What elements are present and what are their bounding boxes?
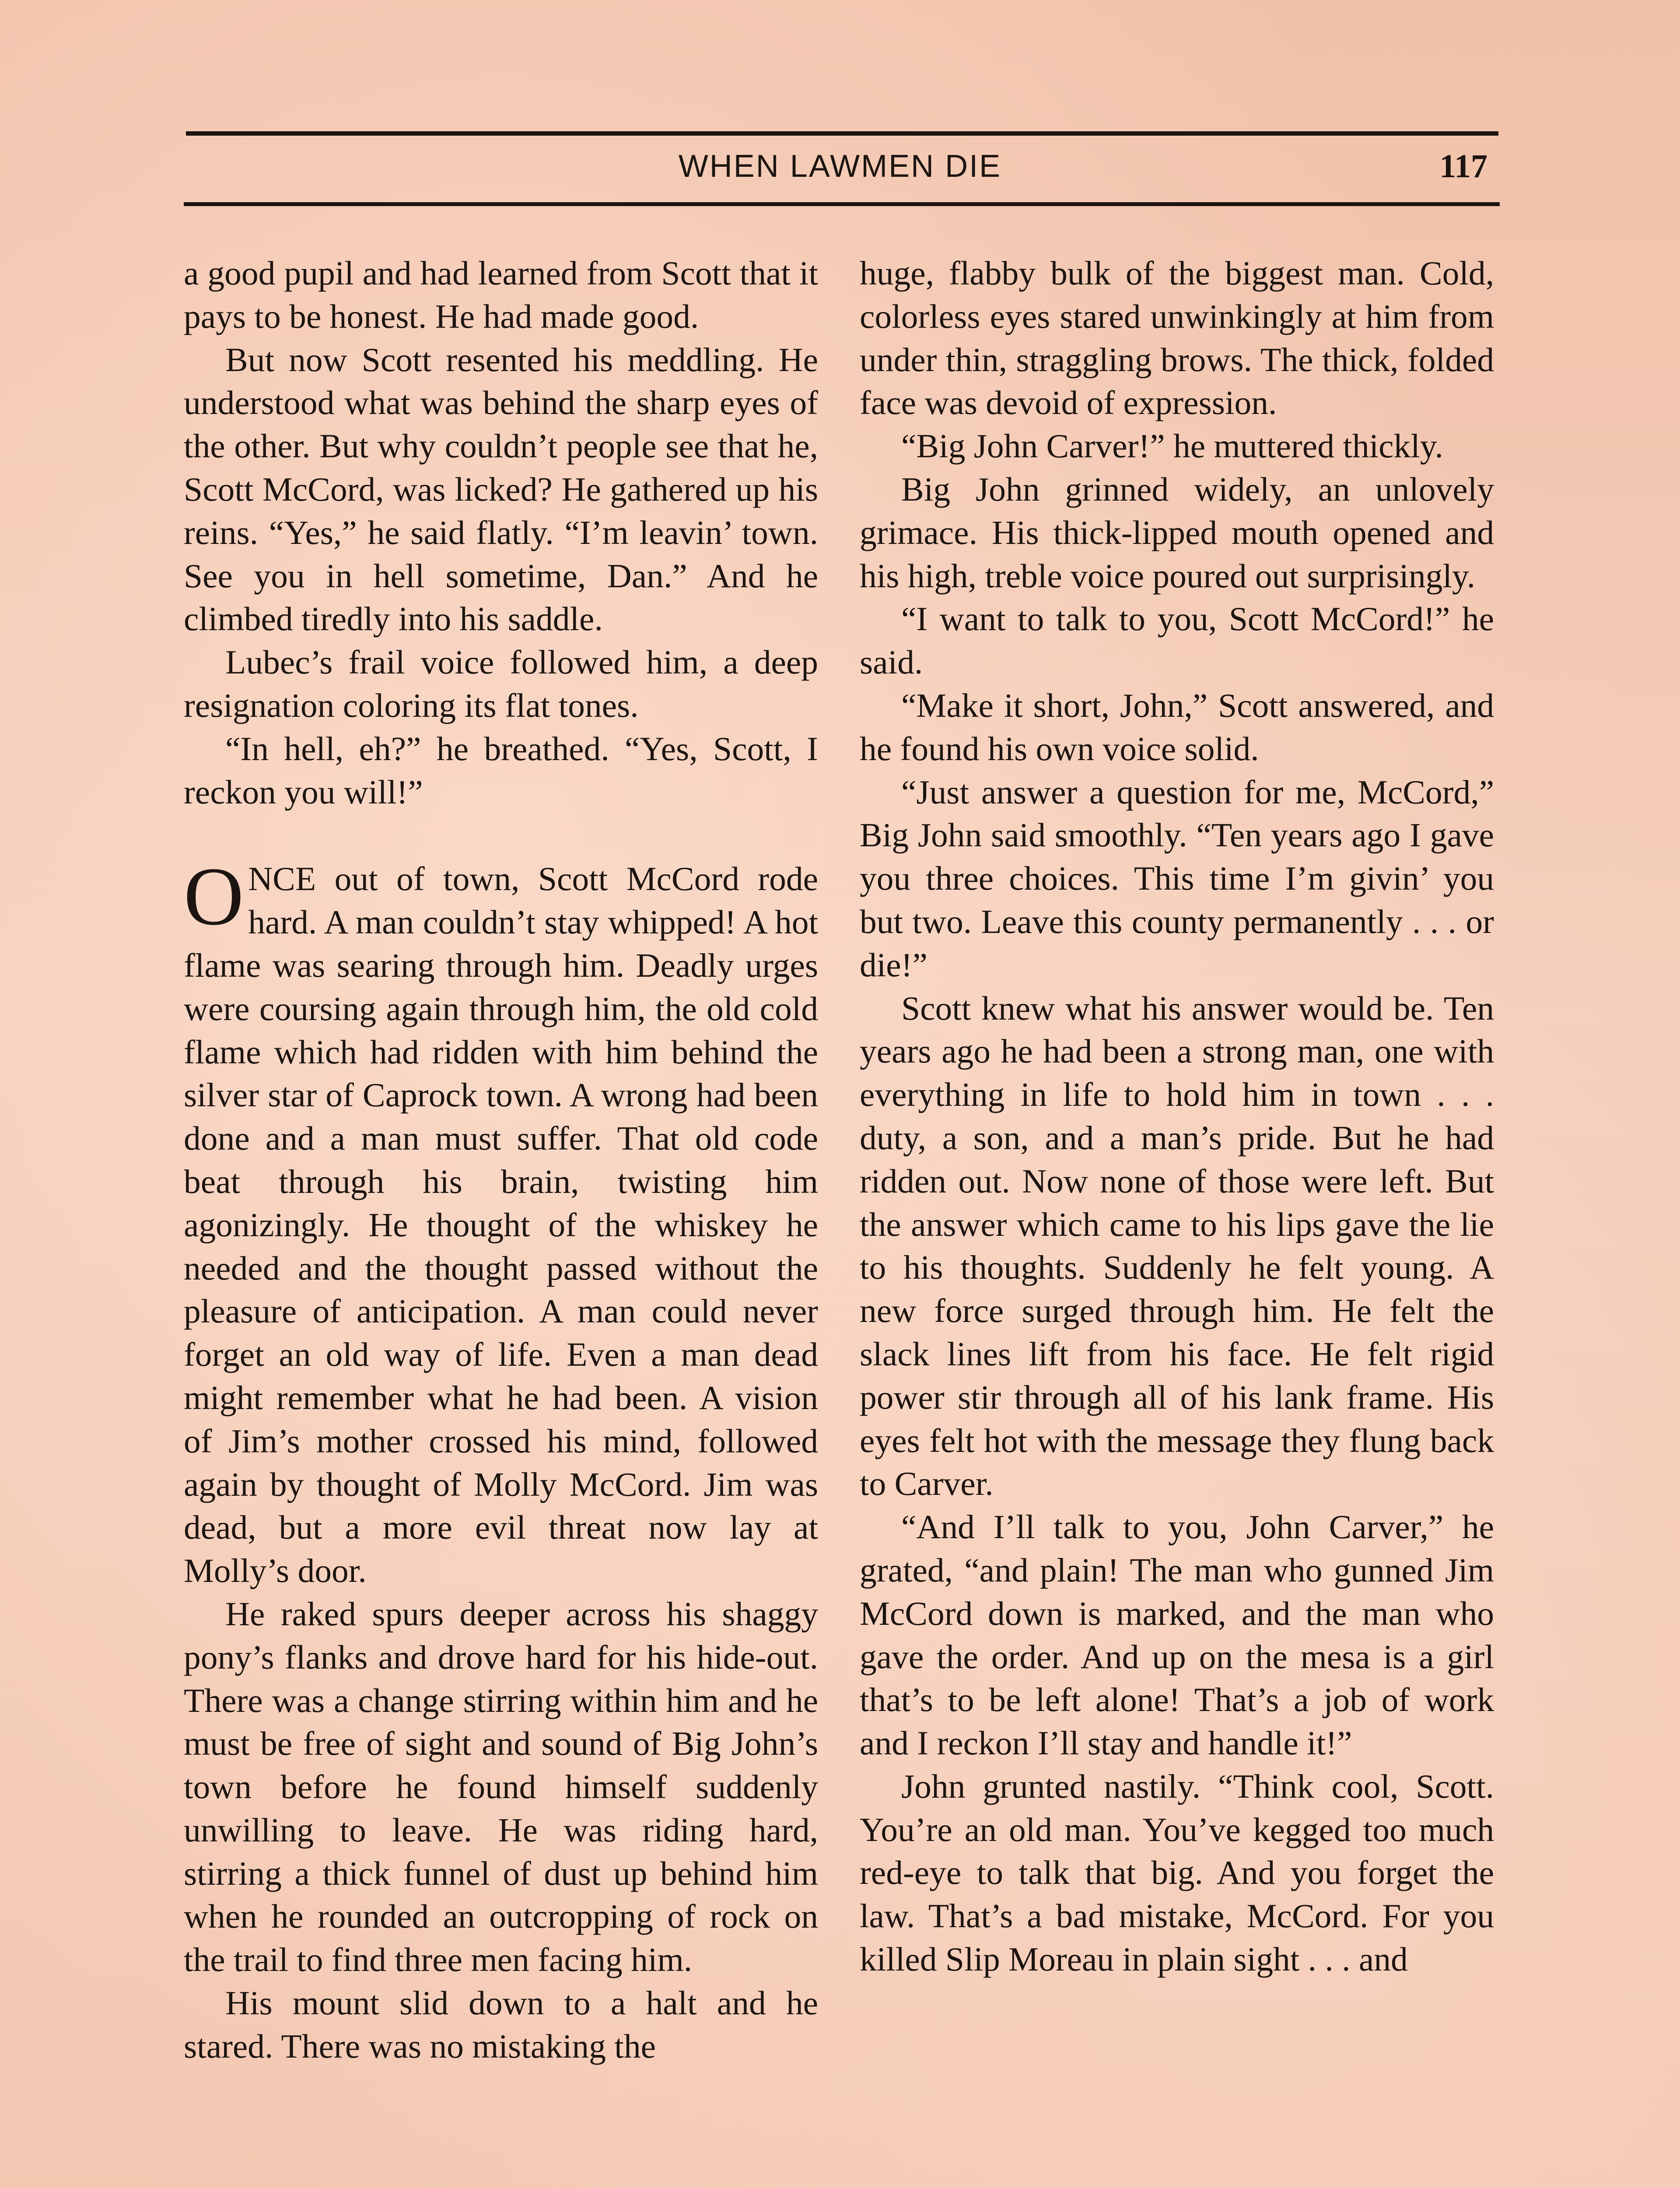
paragraph: But now Scott resented his meddling. He understood what was behind the sharp eyes of the other. But why couldn’t people see that he, Scott McCord, was licked? He gathered up his reins. “Yes,” he said flatly. “I’m leavin’ town. See you in hell sometime, Dan.” And he climbed tiredly into his saddle. [184,340,818,638]
page-number: 117 [1439,148,1488,185]
paragraph: Big John grinned widely, an unlovely grimace. His thick-lipped mouth opened and his high, treble voice poured out surprisingly. [860,470,1494,595]
header-bottom-rule [184,202,1500,206]
paragraph: He raked spurs deeper across his shaggy pony’s flanks and drove hard for his hide-out. There was a change stirring within him and he must be free of sight and sound of Big John’s town before he found himself suddenly unwilling to leave. He was riding hard, stirring a thick funnel of dust up behind him when he rounded an outcropping of rock on the trail to find three men facing him. [184,1595,818,1979]
paragraph: Scott knew what his answer would be. Ten years ago he had been a strong man, one with everything in life to hold him in town . . . duty, a son, and a man’s pride. But he had ridden out. Now none of those were left. But the answer which came to his lips gave the lie to his thoughts. Suddenly he felt young. A new force surged through him. He felt the slack lines lift from his face. He felt rigid power stir through all of his lank frame. His eyes felt hot with the message they flung back to Carver. [860,989,1494,1503]
paragraph: “In hell, eh?” he breathed. “Yes, Scott, I reckon you will!” [184,729,818,811]
header-top-rule [186,131,1498,136]
paragraph-with-dropcap [184,851,818,1592]
right-column [860,252,1494,1981]
paragraph: “I want to talk to you, Scott McCord!” he said. [860,600,1494,681]
paragraph: a good pupil and had learned from Scott that it pays to be honest. He had made good. [184,254,818,335]
paragraph: His mount slid down to a halt and he stared. There was no mistaking the [184,1984,818,2065]
section-break [184,813,818,857]
running-title: WHEN LAWMEN DIE [678,149,1002,184]
paragraph: “Make it short, John,” Scott answered, and he found his own voice solid. [860,686,1494,768]
paragraph: Lubec’s frail voice followed him, a deep resignation coloring its flat tones. [184,643,818,724]
paragraph: “And I’ll talk to you, John Carver,” he grated, “and plain! The man who gunned Jim McCord down is marked, and the man who gave the order. And up on the mesa is a girl that’s to be left alone! That’s a job of work and I reckon I’ll stay and handle it!” [860,1508,1494,1762]
paragraph: huge, flabby bulk of the biggest man. Cold, colorless eyes stared unwinkingly at him from under thin, straggling brows. The thick, folded face was devoid of expression. [860,254,1494,422]
paragraph-text: NCE out of town, Scott McCord rode hard. A man couldn’t stay whipped! A hot flame was searing through him. Deadly urges were coursing again through him, the old cold flame which had ridden with him behind the silver star of Caprock town. A wrong had been done and a man must suffer. That old code beat through his brain, twisting him agonizingly. He thought of the whiskey he needed and the thought passed without the pleasure of anticipation. A man could never forget an old way of life. Even a man dead might remember what he had been. A vision of Jim’s mother crossed his mind, followed again by thought of Molly McCord. Jim was dead, but a more evil threat now lay at Molly’s door. [184,860,818,1590]
paragraph: “Just answer a question for me, McCord,” Big John said smoothly. “Ten years ago I gave you three choices. This time I’m givin’ you but two. Leave this county permanently . . . or die!” [860,773,1494,984]
drop-cap: O [184,851,244,943]
paragraph: “Big John Carver!” he muttered thickly. [901,427,1443,465]
paragraph: John grunted nastily. “Think cool, Scott. You’re an old man. You’ve kegged too much red-eye to talk that big. And you forget the law. That’s a bad mistake, McCord. For you killed Slip Moreau in plain sight . . . and [860,1767,1494,1978]
left-column [184,252,818,2068]
